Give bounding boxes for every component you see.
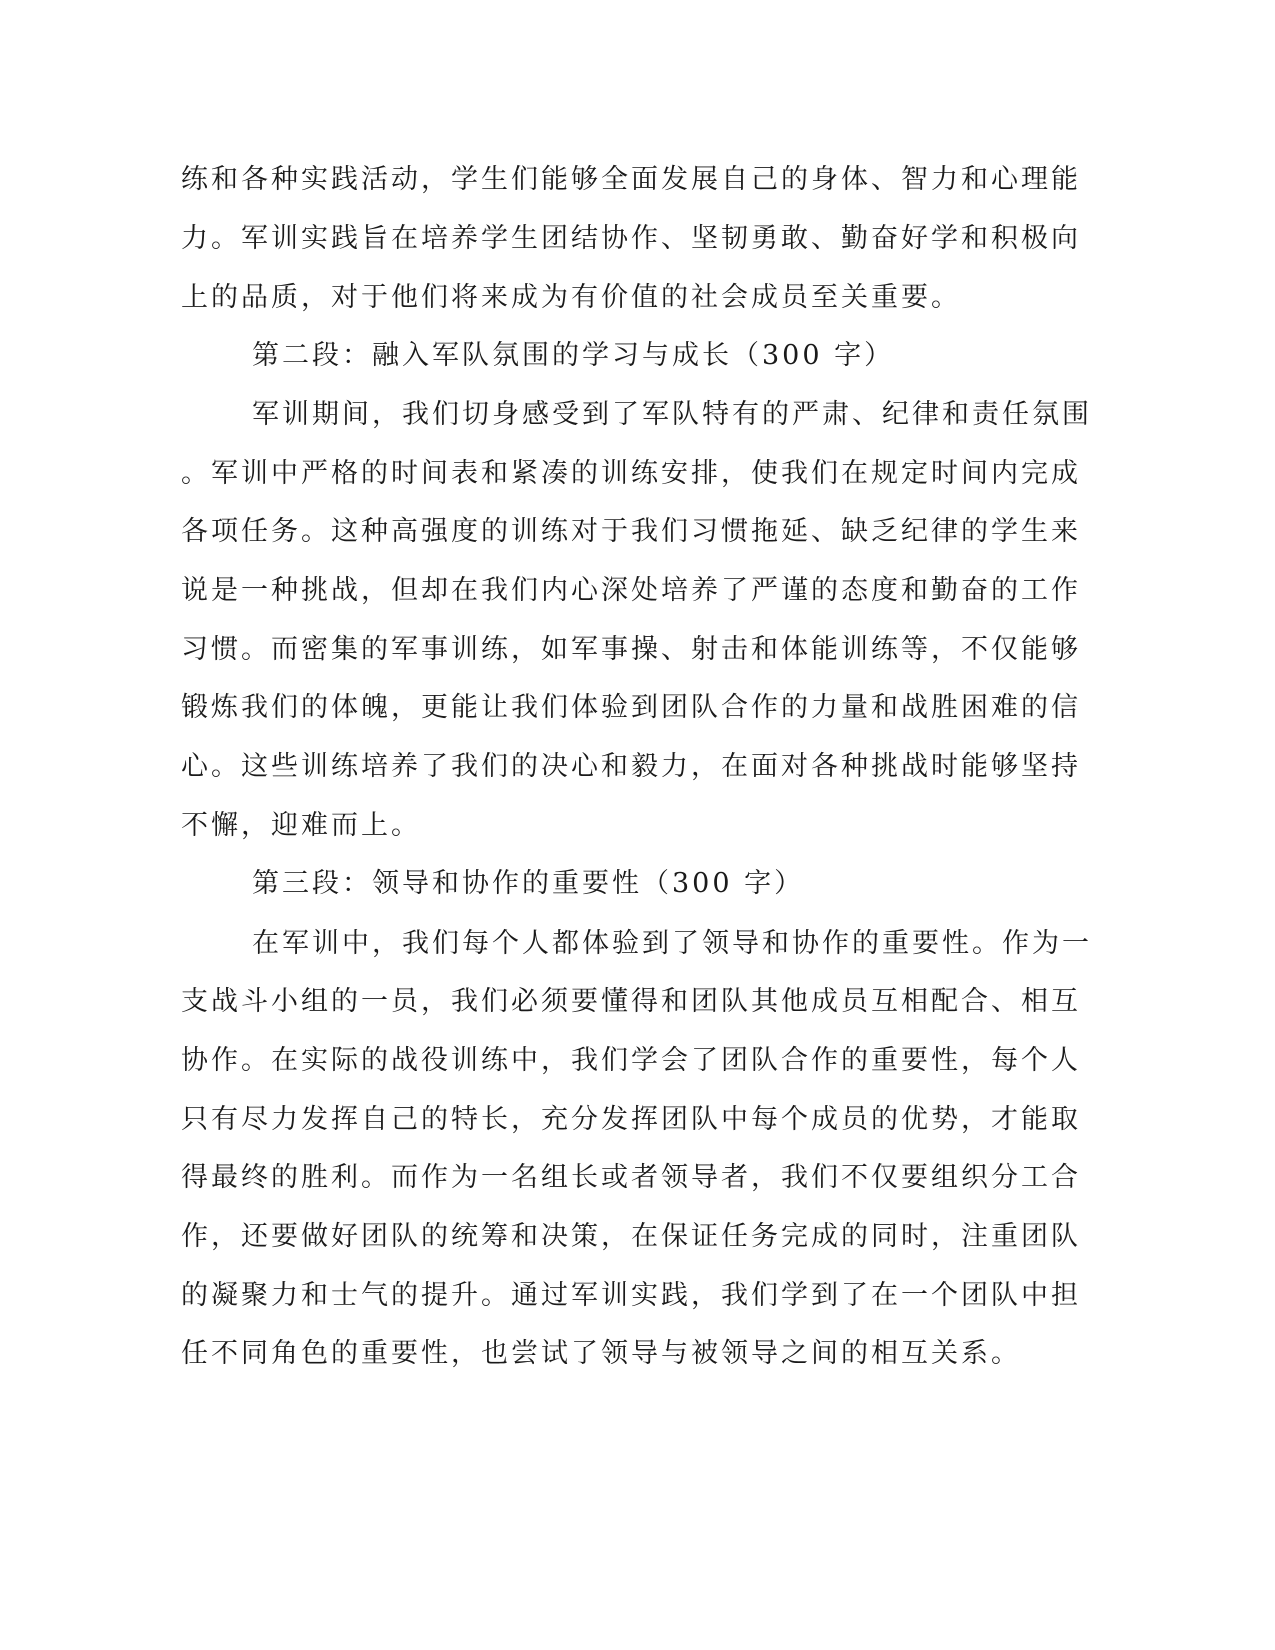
paragraph-3-line-4: 只有尽力发挥自己的特长，充分发挥团队中每个成员的优势，才能取 — [181, 1104, 1081, 1135]
paragraph-2-line-2: 。军训中严格的时间表和紧凑的训练安排，使我们在规定时间内完成 — [181, 458, 1081, 489]
paragraph-2-line-7: 心。这些训练培养了我们的决心和毅力，在面对各种挑战时能够坚持 — [181, 751, 1081, 782]
section-heading-2: 第二段：融入军队氛围的学习与成长（300 字） — [252, 340, 895, 371]
paragraph-2-line-6: 锻炼我们的体魄，更能让我们体验到团队合作的力量和战胜困难的信 — [181, 692, 1081, 723]
paragraph-3-line-2: 支战斗小组的一员，我们必须要懂得和团队其他成员互相配合、相互 — [181, 986, 1081, 1017]
paragraph-3-line-1: 在军训中，我们每个人都体验到了领导和协作的重要性。作为一 — [252, 928, 1092, 959]
paragraph-3-line-3: 协作。在实际的战役训练中，我们学会了团队合作的重要性，每个人 — [181, 1045, 1081, 1076]
paragraph-2-line-1: 军训期间，我们切身感受到了军队特有的严肃、纪律和责任氛围 — [252, 399, 1092, 430]
paragraph-2-line-4: 说是一种挑战，但却在我们内心深处培养了严谨的态度和勤奋的工作 — [181, 575, 1081, 606]
paragraph-2-line-5: 习惯。而密集的军事训练，如军事操、射击和体能训练等，不仅能够 — [181, 634, 1081, 665]
paragraph-1-line-2: 力。军训实践旨在培养学生团结协作、坚韧勇敢、勤奋好学和积极向 — [181, 223, 1081, 254]
paragraph-1-line-3: 上的品质，对于他们将来成为有价值的社会成员至关重要。 — [181, 282, 961, 313]
paragraph-2-line-8: 不懈，迎难而上。 — [181, 810, 421, 841]
paragraph-1-line-1: 练和各种实践活动，学生们能够全面发展自己的身体、智力和心理能 — [181, 164, 1081, 195]
section-heading-3: 第三段：领导和协作的重要性（300 字） — [252, 868, 805, 899]
paragraph-3-line-6: 作，还要做好团队的统筹和决策，在保证任务完成的同时，注重团队 — [181, 1221, 1081, 1252]
paragraph-2-line-3: 各项任务。这种高强度的训练对于我们习惯拖延、缺乏纪律的学生来 — [181, 516, 1081, 547]
paragraph-3-line-7: 的凝聚力和士气的提升。通过军训实践，我们学到了在一个团队中担 — [181, 1280, 1081, 1311]
paragraph-3-line-8: 任不同角色的重要性，也尝试了领导与被领导之间的相互关系。 — [181, 1338, 1021, 1369]
paragraph-3-line-5: 得最终的胜利。而作为一名组长或者领导者，我们不仅要组织分工合 — [181, 1162, 1081, 1193]
